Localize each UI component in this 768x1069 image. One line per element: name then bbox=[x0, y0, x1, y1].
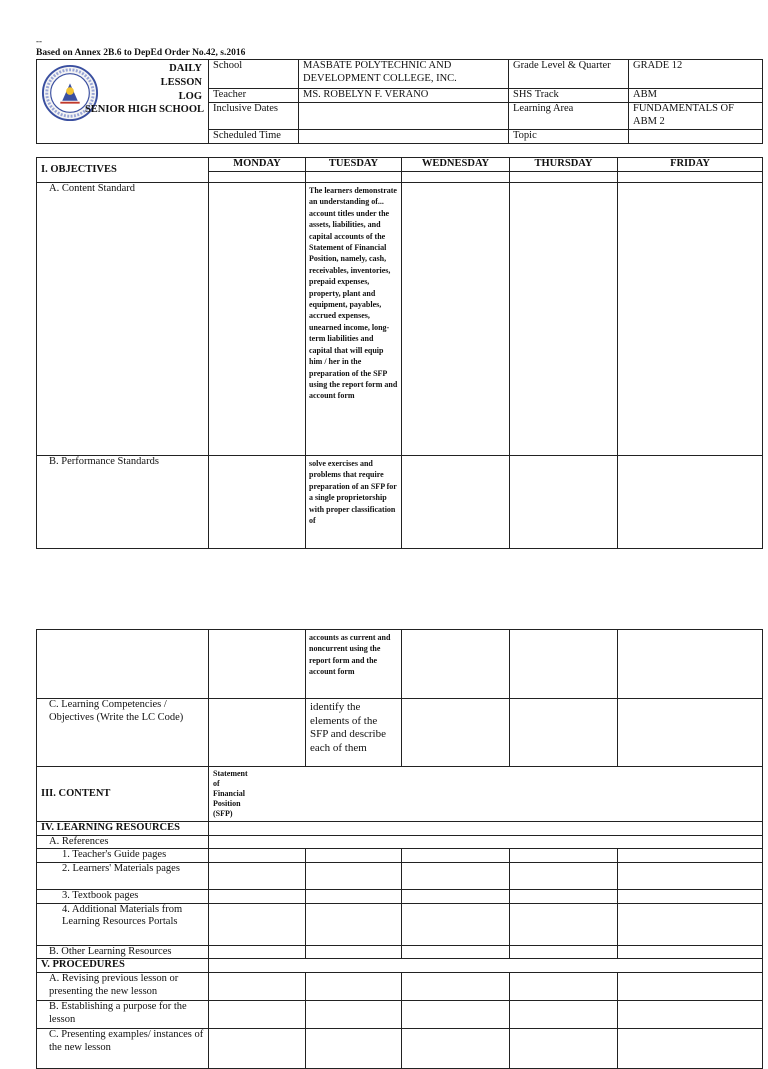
content-value: Statement of Financial Position (SFP) bbox=[209, 767, 763, 822]
blank-cell bbox=[402, 903, 510, 945]
blank-cell bbox=[510, 1029, 618, 1069]
blank-cell bbox=[618, 456, 763, 549]
value-track: ABM bbox=[629, 89, 763, 103]
blank-cell bbox=[510, 849, 618, 863]
procedures-table bbox=[36, 629, 763, 1069]
blank-cell bbox=[306, 903, 402, 945]
blank-cell bbox=[618, 630, 763, 699]
top-mark: -- bbox=[36, 36, 42, 46]
day-thursday: THURSDAY bbox=[510, 158, 618, 172]
value-dates bbox=[299, 103, 509, 130]
value-area: FUNDAMENTALS OF ABM 2 bbox=[629, 103, 763, 130]
label-topic: Topic bbox=[509, 130, 629, 144]
blank-cell bbox=[402, 699, 510, 767]
blank-cell bbox=[209, 945, 306, 959]
label-teacher: Teacher bbox=[209, 89, 299, 103]
blank-cell bbox=[209, 890, 306, 904]
competencies-tuesday: identify the elements of the SFP and describe each of them bbox=[306, 699, 402, 767]
label-dates: Inclusive Dates bbox=[209, 103, 299, 130]
value-grade: GRADE 12 bbox=[629, 60, 763, 89]
procedure-b-label: B. Establishing a purpose for the lesson bbox=[37, 1001, 209, 1029]
blank-cell bbox=[306, 973, 402, 1001]
label-school: School bbox=[209, 60, 299, 89]
blank-cell bbox=[402, 863, 510, 890]
objectives-table bbox=[36, 157, 763, 549]
blank-cell bbox=[618, 973, 763, 1001]
blank-cell bbox=[510, 890, 618, 904]
blank-cell bbox=[402, 456, 510, 549]
blank-cell bbox=[618, 1029, 763, 1069]
blank-cell bbox=[618, 1001, 763, 1029]
blank-cell bbox=[306, 1029, 402, 1069]
blank-cell bbox=[306, 890, 402, 904]
blank-cell bbox=[618, 183, 763, 456]
value-school: MASBATE POLYTECHNIC AND DEVELOPMENT COLLEGE, INC. bbox=[299, 60, 509, 89]
blank-cell bbox=[209, 849, 306, 863]
performance-standard-tuesday-cont: accounts as current and noncurrent using the report form and the account form bbox=[306, 630, 402, 699]
blank-cell bbox=[510, 630, 618, 699]
blank-cell bbox=[306, 849, 402, 863]
blank-cell bbox=[306, 1001, 402, 1029]
title-daily: DAILY bbox=[169, 63, 202, 74]
references-label: A. References bbox=[37, 835, 209, 849]
blank-cell bbox=[209, 863, 306, 890]
blank-cell bbox=[402, 1001, 510, 1029]
blank-cell bbox=[618, 172, 763, 183]
blank-cell bbox=[209, 835, 763, 849]
blank-cell bbox=[510, 945, 618, 959]
blank-cell bbox=[618, 863, 763, 890]
competencies-label: C. Learning Competencies / Objectives (Write the LC Code) bbox=[37, 699, 209, 767]
blank-cell bbox=[618, 849, 763, 863]
blank-cell bbox=[402, 630, 510, 699]
performance-standard-label: B. Performance Standards bbox=[37, 456, 209, 549]
title-lesson: LESSON bbox=[160, 77, 202, 88]
blank-cell bbox=[209, 1001, 306, 1029]
day-wednesday: WEDNESDAY bbox=[402, 158, 510, 172]
blank-cell bbox=[402, 890, 510, 904]
label-grade: Grade Level & Quarter bbox=[509, 60, 629, 89]
blank-cell bbox=[510, 1001, 618, 1029]
value-topic bbox=[629, 130, 763, 144]
other-resources-label: B. Other Learning Resources bbox=[37, 945, 209, 959]
blank-cell bbox=[209, 699, 306, 767]
header-table bbox=[36, 59, 763, 144]
blank-cell bbox=[209, 183, 306, 456]
content-standard-label: A. Content Standard bbox=[37, 183, 209, 456]
blank-cell bbox=[618, 945, 763, 959]
procedure-c-label: C. Presenting examples/ instances of the new lesson bbox=[37, 1029, 209, 1069]
blank-cell bbox=[209, 822, 763, 836]
blank-cell bbox=[209, 1029, 306, 1069]
annex-note: Based on Annex 2B.6 to DepEd Order No.42, s.2016 bbox=[36, 48, 246, 58]
blank-cell bbox=[510, 699, 618, 767]
content-heading: III. CONTENT bbox=[37, 767, 209, 822]
objectives-heading: I. OBJECTIVES bbox=[37, 158, 209, 183]
blank-cell bbox=[618, 699, 763, 767]
procedures-heading: V. PROCEDURES bbox=[37, 959, 209, 973]
blank-cell bbox=[618, 903, 763, 945]
resources-heading: IV. LEARNING RESOURCES bbox=[37, 822, 209, 836]
blank-cell bbox=[402, 973, 510, 1001]
blank-cell bbox=[402, 945, 510, 959]
textbook-pages-label: 3. Textbook pages bbox=[37, 890, 209, 904]
blank-cell bbox=[510, 172, 618, 183]
blank-cell bbox=[402, 172, 510, 183]
learners-materials-label: 2. Learners' Materials pages bbox=[37, 863, 209, 890]
blank-cell bbox=[209, 172, 306, 183]
blank-cell bbox=[306, 945, 402, 959]
blank-cell bbox=[209, 959, 763, 973]
day-monday: MONDAY bbox=[209, 158, 306, 172]
blank-cell bbox=[510, 456, 618, 549]
value-time bbox=[299, 130, 509, 144]
blank-cell bbox=[209, 456, 306, 549]
additional-materials-label: 4. Additional Materials from Learning Resources Portals bbox=[37, 903, 209, 945]
value-teacher: MS. ROBELYN F. VERANO bbox=[299, 89, 509, 103]
blank-cell bbox=[510, 973, 618, 1001]
header-title-cell bbox=[37, 60, 209, 144]
title-log: LOG bbox=[178, 91, 202, 102]
blank-cell bbox=[510, 863, 618, 890]
blank-cell bbox=[209, 630, 306, 699]
day-friday: FRIDAY bbox=[618, 158, 763, 172]
teachers-guide-label: 1. Teacher's Guide pages bbox=[37, 849, 209, 863]
blank-cell bbox=[306, 863, 402, 890]
blank-cell bbox=[618, 890, 763, 904]
day-tuesday: TUESDAY bbox=[306, 158, 402, 172]
blank-cell bbox=[402, 1029, 510, 1069]
blank-cell bbox=[510, 903, 618, 945]
performance-standard-tuesday: solve exercises and problems that require preparation of an SFP for a single proprietorship with proper classification of bbox=[306, 456, 402, 549]
blank-cell bbox=[402, 849, 510, 863]
procedure-a-label: A. Revising previous lesson or presenting the new lesson bbox=[37, 973, 209, 1001]
label-track: SHS Track bbox=[509, 89, 629, 103]
content-standard-tuesday: The learners demonstrate an understanding of... account titles under the assets, liabilities, and capital accounts of the Statement of Financial Position, namely, cash, receivables, inventories, prepaid expenses, property, plant and equipment, payables, accrued expenses, unearned income, long-term liabilities and capital that will equip him / her in the preparation of the SFP using the report form and account form bbox=[306, 183, 402, 456]
blank-cell bbox=[209, 903, 306, 945]
blank-cell bbox=[37, 630, 209, 699]
label-area: Learning Area bbox=[509, 103, 629, 130]
label-time: Scheduled Time bbox=[209, 130, 299, 144]
blank-cell bbox=[306, 172, 402, 183]
blank-cell bbox=[209, 973, 306, 1001]
blank-cell bbox=[510, 183, 618, 456]
school-level: SENIOR HIGH SCHOOL bbox=[84, 104, 204, 115]
blank-cell bbox=[402, 183, 510, 456]
